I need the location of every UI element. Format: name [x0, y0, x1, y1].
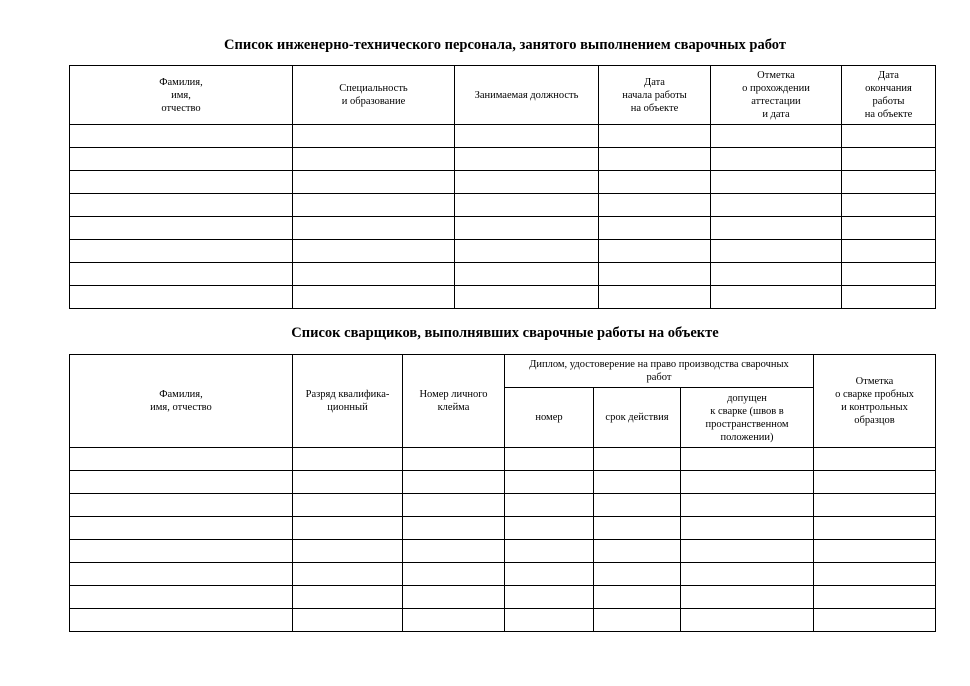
table-cell[interactable] [70, 540, 293, 563]
table-cell[interactable] [599, 286, 711, 309]
table-cell[interactable] [594, 494, 681, 517]
table-cell[interactable] [842, 125, 936, 148]
table-cell[interactable] [293, 148, 455, 171]
table-cell[interactable] [711, 148, 842, 171]
table-cell[interactable] [681, 586, 814, 609]
table-row [70, 125, 936, 148]
header-position: Занимаемая должность [455, 66, 599, 125]
table-cell[interactable] [293, 563, 403, 586]
engineering-staff-list-title: Список инженерно-технического персонала, занятого выполнением сварочных работ [224, 37, 786, 53]
table-cell[interactable] [681, 494, 814, 517]
table-cell[interactable] [599, 125, 711, 148]
table-cell[interactable] [814, 448, 936, 471]
table-row [70, 448, 936, 471]
table-cell[interactable] [599, 148, 711, 171]
table-row [70, 263, 936, 286]
table-row [70, 540, 936, 563]
table-cell[interactable] [293, 448, 403, 471]
table-cell[interactable] [70, 563, 293, 586]
table-cell[interactable] [70, 148, 293, 171]
table-cell[interactable] [403, 563, 505, 586]
table-cell[interactable] [599, 240, 711, 263]
table-cell[interactable] [403, 586, 505, 609]
table-cell[interactable] [711, 217, 842, 240]
table-cell[interactable] [711, 240, 842, 263]
table-cell[interactable] [842, 286, 936, 309]
table-cell[interactable] [594, 471, 681, 494]
table-cell[interactable] [403, 540, 505, 563]
table-cell[interactable] [293, 471, 403, 494]
table-header-row [70, 355, 936, 388]
header-full-name: Фамилия, имя, отчество [70, 355, 293, 448]
table-cell[interactable] [681, 609, 814, 632]
table-cell[interactable] [505, 494, 594, 517]
table-cell[interactable] [455, 194, 599, 217]
table-row [70, 194, 936, 217]
table-row [70, 586, 936, 609]
table-cell[interactable] [70, 448, 293, 471]
table-cell[interactable] [70, 494, 293, 517]
table-cell[interactable] [842, 171, 936, 194]
header-certification-mark: Отметка о прохождении аттестации и дата [711, 66, 842, 125]
table-cell[interactable] [293, 286, 455, 309]
header-full-name: Фамилия, имя, отчество [70, 66, 293, 125]
table-row [70, 494, 936, 517]
table-cell[interactable] [505, 609, 594, 632]
table-cell[interactable] [711, 286, 842, 309]
table-cell[interactable] [403, 494, 505, 517]
table-cell[interactable] [293, 586, 403, 609]
table-cell[interactable] [594, 448, 681, 471]
table-row [70, 217, 936, 240]
table-cell[interactable] [293, 517, 403, 540]
table-row [70, 517, 936, 540]
welders-table [69, 354, 936, 632]
table-cell[interactable] [505, 471, 594, 494]
table-cell[interactable] [842, 263, 936, 286]
table-row [70, 286, 936, 309]
table-cell[interactable] [70, 471, 293, 494]
table-cell[interactable] [711, 263, 842, 286]
table-cell[interactable] [594, 563, 681, 586]
table-cell[interactable] [455, 148, 599, 171]
table-cell[interactable] [681, 540, 814, 563]
table-cell[interactable] [70, 194, 293, 217]
table-cell[interactable] [814, 471, 936, 494]
header-end-date: Дата окончания работы на объекте [842, 66, 936, 125]
table-cell[interactable] [594, 609, 681, 632]
table-cell[interactable] [293, 217, 455, 240]
table-cell[interactable] [403, 471, 505, 494]
table-cell[interactable] [814, 586, 936, 609]
table-cell[interactable] [505, 448, 594, 471]
table-cell[interactable] [594, 517, 681, 540]
table-cell[interactable] [505, 517, 594, 540]
table-cell[interactable] [70, 586, 293, 609]
table-cell[interactable] [293, 171, 455, 194]
table-cell[interactable] [599, 171, 711, 194]
table-cell[interactable] [842, 217, 936, 240]
table-cell[interactable] [599, 194, 711, 217]
table-cell[interactable] [681, 563, 814, 586]
table-cell[interactable] [293, 494, 403, 517]
table-cell[interactable] [842, 148, 936, 171]
table-cell[interactable] [70, 517, 293, 540]
table-cell[interactable] [681, 448, 814, 471]
table-cell[interactable] [505, 563, 594, 586]
table-cell[interactable] [814, 540, 936, 563]
engineering-staff-table-body [70, 125, 936, 309]
table-cell[interactable] [403, 517, 505, 540]
table-cell[interactable] [293, 240, 455, 263]
welders-table-body [70, 448, 936, 632]
table-cell[interactable] [293, 125, 455, 148]
table-header-row [70, 66, 936, 125]
header-specialty-education: Специальность и образование [293, 66, 455, 125]
engineering-staff-table [69, 65, 936, 309]
table-cell[interactable] [293, 263, 455, 286]
table-cell[interactable] [505, 586, 594, 609]
table-row [70, 240, 936, 263]
table-cell[interactable] [455, 217, 599, 240]
table-cell[interactable] [455, 263, 599, 286]
table-cell[interactable] [70, 609, 293, 632]
header-stamp-number: Номер личного клейма [403, 355, 505, 448]
table-cell[interactable] [70, 263, 293, 286]
header-diploma-certificate: Диплом, удостоверение на право производства сварочных работ [505, 355, 814, 388]
table-cell[interactable] [594, 586, 681, 609]
header-qualification-grade: Разряд квалифика- ционный [293, 355, 403, 448]
table-cell[interactable] [594, 540, 681, 563]
table-cell[interactable] [711, 171, 842, 194]
table-cell[interactable] [403, 609, 505, 632]
table-cell[interactable] [711, 125, 842, 148]
table-cell[interactable] [842, 194, 936, 217]
table-cell[interactable] [293, 609, 403, 632]
table-cell[interactable] [681, 471, 814, 494]
table-cell[interactable] [814, 517, 936, 540]
table-cell[interactable] [455, 240, 599, 263]
table-cell[interactable] [505, 540, 594, 563]
table-cell[interactable] [293, 194, 455, 217]
header-test-samples-mark: Отметка о сварке пробных и контрольных образцов [814, 355, 936, 448]
table-cell[interactable] [70, 240, 293, 263]
table-row [70, 563, 936, 586]
table-row [70, 171, 936, 194]
table-cell[interactable] [814, 494, 936, 517]
header-start-date: Дата начала работы на объекте [599, 66, 711, 125]
table-cell[interactable] [293, 540, 403, 563]
table-row [70, 148, 936, 171]
table-cell[interactable] [70, 125, 293, 148]
table-cell[interactable] [70, 171, 293, 194]
table-cell[interactable] [842, 240, 936, 263]
table-cell[interactable] [711, 194, 842, 217]
table-cell[interactable] [70, 286, 293, 309]
table-cell[interactable] [455, 125, 599, 148]
table-cell[interactable] [599, 263, 711, 286]
table-cell[interactable] [814, 563, 936, 586]
table-row [70, 471, 936, 494]
table-cell[interactable] [681, 517, 814, 540]
table-cell[interactable] [455, 286, 599, 309]
table-row [70, 609, 936, 632]
header-admitted-welding: допущен к сварке (швов в пространственном положении) [681, 388, 814, 448]
table-cell[interactable] [455, 171, 599, 194]
table-cell[interactable] [70, 217, 293, 240]
table-cell[interactable] [403, 448, 505, 471]
table-cell[interactable] [814, 609, 936, 632]
header-validity-period: срок действия [594, 388, 681, 448]
header-diploma-number: номер [505, 388, 594, 448]
table-cell[interactable] [599, 217, 711, 240]
welders-list-title: Список сварщиков, выполнявших сварочные работы на объекте [291, 325, 719, 341]
